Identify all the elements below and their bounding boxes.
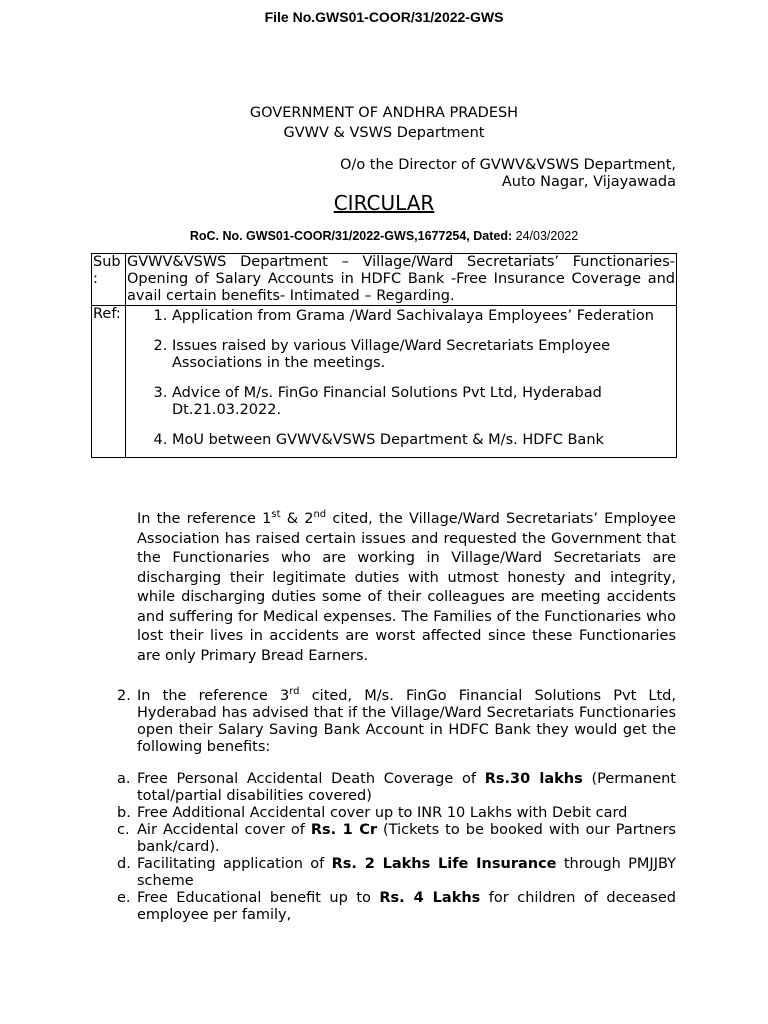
benefit-marker: b. <box>117 805 131 821</box>
superscript-rd: rd <box>289 686 300 698</box>
roc-line <box>0 229 768 243</box>
reference-item: 2. Issues raised by various Village/Ward Secretariats Employee Associations in the meetings. <box>172 338 675 372</box>
paragraph-2-number: 2. <box>117 688 131 704</box>
paragraph-2-text: In the reference 3 <box>137 688 290 704</box>
benefit-text: Free Personal Accidental Death Coverage of Rs.30 lakhs (Permanent total/partial disabilities covered) <box>137 771 676 804</box>
paragraph-2 <box>137 688 676 756</box>
subject-text: GVWV&VSWS Department – Village/Ward Secretariats’ Functionaries- Opening of Salary Accounts in HDFC Bank -Free Insurance Coverage and avail certain benefits- Intimated – Regarding. <box>127 254 675 304</box>
paragraph-2-text: cited, M/s. FinGo Financial Solutions Pvt Ltd, Hyderabad has advised that if the Village/Ward Secretariats Functionaries open their Salary Saving Bank Account in HDFC Bank they would get the following benefits: <box>137 688 676 755</box>
benefit-marker: d. <box>117 856 131 872</box>
superscript-nd: nd <box>313 509 327 521</box>
benefit-marker: c. <box>117 822 130 838</box>
paragraph-1 <box>137 510 676 666</box>
benefits-list <box>117 771 676 924</box>
paragraph-1-text: cited, the Village/Ward Secretariats’ Employee Association has raised certain issues and requested the Government that the Functionaries who are working in Village/Ward Secretariats are discharging their legitimate duties with utmost honesty and integrity, while discharging duties some of their colleagues are meeting accidents and suffering for Medical expenses. The Families of the Functionaries who lost their lives in accidents are worst affected since these Functionaries are only Primary Bread Earners. <box>137 511 676 664</box>
office-address <box>340 157 676 191</box>
benefit-text: Free Additional Accidental cover up to INR 10 Lakhs with Debit card <box>137 805 628 821</box>
reference-cell <box>126 306 677 458</box>
government-heading <box>0 103 768 143</box>
department-name: GVWV & VSWS Department <box>283 125 485 141</box>
paragraph-1-text: & 2 <box>280 511 314 527</box>
reference-row <box>92 306 677 458</box>
benefit-item <box>117 805 676 822</box>
reference-item: 1. Application from Grama /Ward Sachivalaya Employees’ Federation <box>172 308 675 325</box>
benefit-text: Free Educational benefit up to Rs. 4 Lakhs for children of deceased employee per family, <box>137 890 676 923</box>
subject-reference-table <box>91 253 677 458</box>
reference-item: 4. MoU between GVWV&VSWS Department & M/s. HDFC Bank <box>172 432 675 449</box>
benefit-text: Air Accidental cover of Rs. 1 Cr (Tickets to be booked with our Partners bank/card). <box>137 822 676 855</box>
benefit-item <box>117 822 676 856</box>
roc-number: RoC. No. GWS01-COOR/31/2022-GWS,1677254, Dated: <box>189 229 513 243</box>
paragraph-1-text: In the reference 1 <box>137 511 272 527</box>
file-number: File No.GWS01-COOR/31/2022-GWS <box>264 9 504 25</box>
benefit-marker: e. <box>117 890 131 906</box>
government-name: GOVERNMENT OF ANDHRA PRADESH <box>249 105 519 121</box>
roc-date: 24/03/2022 <box>515 229 579 243</box>
benefit-item <box>117 856 676 890</box>
benefit-item <box>117 771 676 805</box>
reference-label: Ref: <box>92 306 126 458</box>
office-line-1: O/o the Director of GVWV&VSWS Department, <box>340 157 676 173</box>
benefit-text: Facilitating application of Rs. 2 Lakhs Life Insurance through PMJJBY scheme <box>137 856 677 889</box>
subject-label: Sub : <box>92 254 126 306</box>
superscript-st: st <box>271 509 281 521</box>
benefit-marker: a. <box>117 771 131 787</box>
document-title: CIRCULAR <box>333 191 435 215</box>
subject-row <box>92 254 677 306</box>
reference-item: 3. Advice of M/s. FinGo Financial Solutions Pvt Ltd, Hyderabad Dt.21.03.2022. <box>172 385 675 419</box>
office-line-2: Auto Nagar, Vijayawada <box>501 174 676 190</box>
benefit-item <box>117 890 676 924</box>
reference-list <box>127 308 675 449</box>
